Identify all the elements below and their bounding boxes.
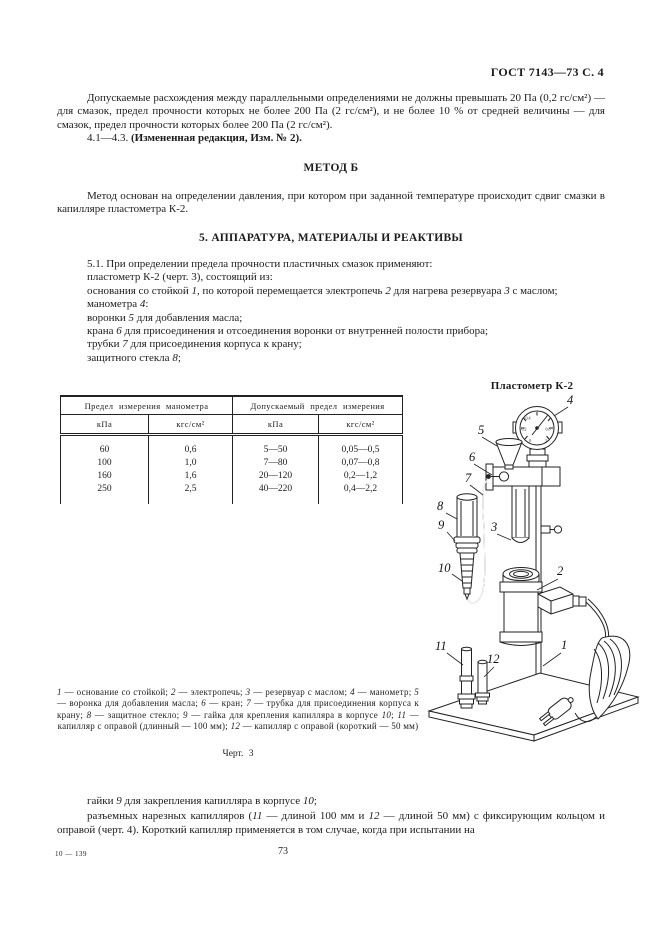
paragraph-nuts: гайки 9 для закрепления капилляра в корпусе 10; [87, 795, 317, 807]
callout-label-12: 12 [487, 652, 500, 666]
oil-reservoir [512, 486, 529, 543]
callout-label-7: 7 [465, 471, 472, 485]
paragraph-capillaries: разъемных нарезных капилляров (11 — длиной 100 мм и 12 — длиной 50 мм) с фиксирующим кольцом и оправой (черт. 4). Короткий капилляр применяется в том случае, когда при испытании на [57, 809, 605, 836]
table-cell: 5—50 [233, 435, 319, 457]
table-unit-header: кПа [61, 415, 149, 435]
plastometer-drawing [424, 391, 640, 743]
table-row [61, 469, 403, 482]
figure-title: Пластометр К-2 [490, 380, 574, 392]
page-header: ГОСТ 7143—73 С. 4 [490, 65, 604, 79]
dial-mark: 0 [529, 438, 531, 443]
table-cell: 0,2—1,2 [319, 469, 403, 482]
funnel [496, 439, 522, 470]
callout-label-8: 8 [437, 499, 444, 513]
intro-block [57, 92, 605, 146]
dial-mark: 0,2 [521, 426, 527, 432]
protective-glass-tube [457, 494, 477, 537]
list-item: 5.1. При определении предела прочности пластичных смазок применяют: [87, 258, 433, 270]
table-cell: 160 [97, 470, 112, 481]
heading-method-b: МЕТОД Б [303, 162, 359, 174]
paragraph-amendment: 4.1—4.3. (Измененная редакция, Изм. № 2). [87, 132, 302, 145]
table-row [61, 435, 403, 457]
table-cell: 40—220 [233, 482, 319, 504]
figure-caption: 1 — основание со стойкой; 2 — электропечь; 3 — резервуар с маслом; 4 — манометр; 5 — воронка для добавления масла; 6 — кран; 7 — трубка для присоединения корпуса к крану; 8 — защитное стекло; 9 — гайка для крепления капилляра в корпусе 10; 11 — капилляр с оправой (длинный — 100 мм); 12 — капилляр с оправой (короткий — 50 мм) [57, 687, 420, 732]
list-item: крана 6 для присоединения и отсоединения воронки от внутренней полости прибора; [87, 325, 489, 338]
capillary-short [476, 660, 490, 704]
paragraph-method-desc: Метод основан на определении давления, при котором при заданной температуре происходит сдвиг смазки в капилляре пластометра К-2. [57, 190, 605, 216]
table-group-header: Допускаемый предел измерения [233, 396, 403, 415]
paragraph-tolerances: Допускаемые расхождения между параллельными определениями не должны превышать 20 Па (0,2 гс/см²) — для смазок, предел прочности которых не более 200 Па (2 гс/см²), и не более 10 % от средней величины — для смазок, предел прочности которых более 200 Па (2 гс/см²). [57, 92, 605, 131]
list-item: трубки 7 для присоединения корпуса к крану; [87, 338, 302, 351]
callout-label-1: 1 [561, 638, 568, 652]
method-desc-block [57, 190, 605, 217]
table-cell: 250 [97, 483, 112, 494]
dial-mark: 0,4 [525, 415, 531, 421]
callout-label-2: 2 [557, 564, 564, 578]
footer-note: 10 — 139 [55, 850, 87, 858]
table-cell: 0,6 [149, 435, 233, 457]
table-cell: 1,0 [149, 456, 233, 469]
table-cell: 60 [99, 444, 110, 455]
table-cell: 0,05—0,5 [319, 435, 403, 457]
capillary-nut [454, 537, 480, 553]
table-cell: 20—120 [233, 469, 319, 482]
list-item: пластометр К-2 (черт. 3), состоящий из: [87, 271, 273, 284]
closing-block [57, 794, 605, 838]
callout-label-4: 4 [567, 393, 574, 407]
callout-label-9: 9 [438, 518, 445, 532]
list-item: основания со стойкой 1, по которой перемещается электропечь 2 для нагрева резервуара 3 с маслом; [87, 284, 558, 297]
electric-furnace [500, 568, 586, 646]
table-cell: 0,07—0,8 [319, 456, 403, 469]
table-cell: 7—80 [233, 456, 319, 469]
callout-label-6: 6 [469, 450, 476, 464]
callout-label-5: 5 [478, 423, 485, 437]
callout-label-11: 11 [435, 639, 447, 653]
list-item: манометра 4: [87, 298, 149, 311]
callout-label-10: 10 [438, 561, 451, 575]
list-item: воронки 5 для добавления масла; [87, 311, 243, 324]
table-unit-header: кгс/см² [319, 415, 403, 435]
capillary-long [458, 647, 475, 708]
table-cell: 2,5 [149, 482, 233, 504]
list-item: защитного стекла 8; [87, 351, 181, 364]
figure-number: Черт. 3 [222, 749, 254, 759]
table-unit-header: кПа [233, 415, 319, 435]
pressure-table [60, 395, 403, 504]
dial-mark: 1 [545, 438, 547, 443]
table-cell: 100 [97, 457, 112, 468]
table-row [61, 456, 403, 469]
table-row [61, 482, 403, 504]
callout-label-3: 3 [491, 520, 498, 534]
page-number: 73 [278, 846, 288, 857]
apparatus-list [57, 258, 605, 365]
dial-mark: 0,8 [545, 426, 551, 432]
table-cell: 1,6 [149, 469, 233, 482]
table-cell: 0,4—2,2 [319, 482, 403, 504]
table-unit-header: кгс/см² [149, 415, 233, 435]
heading-section-5: 5. АППАРАТУРА, МАТЕРИАЛЫ И РЕАКТИВЫ [198, 232, 464, 244]
capillary-housing [460, 553, 474, 599]
clamp-screw [541, 526, 562, 533]
table-group-header: Предел измерения манометра [61, 396, 233, 415]
